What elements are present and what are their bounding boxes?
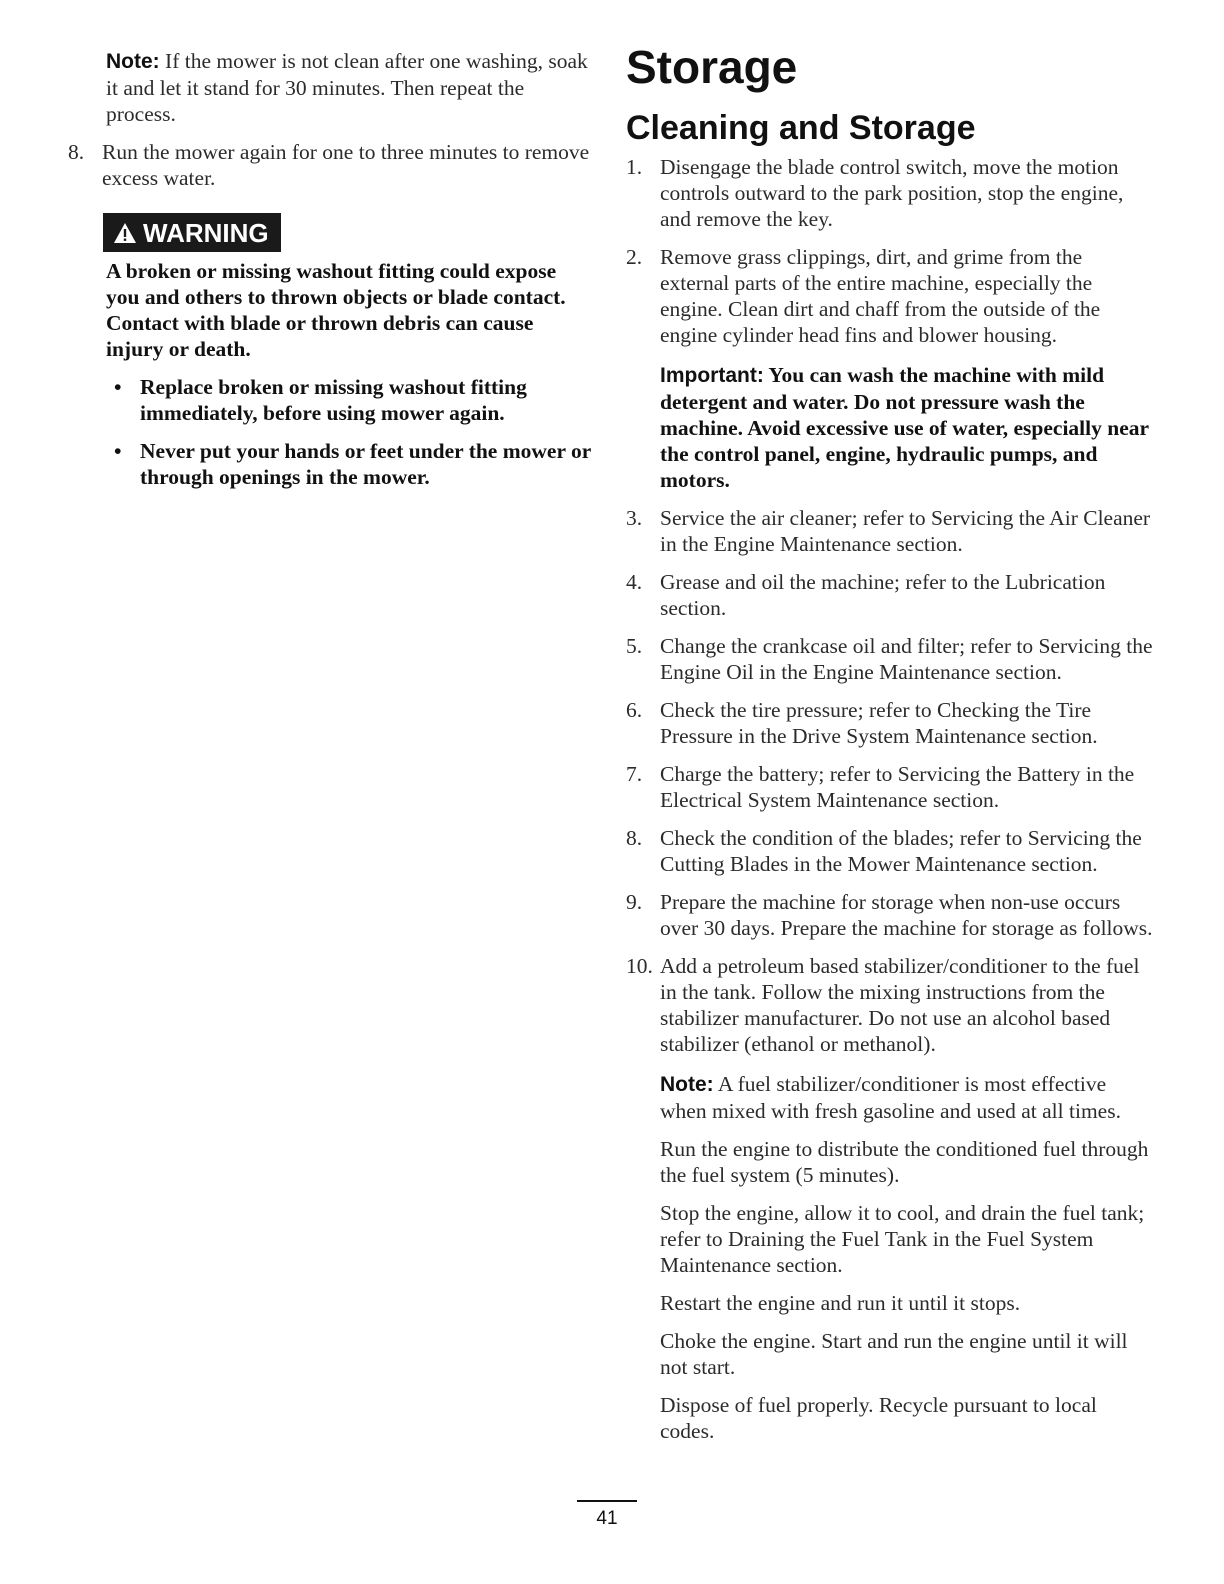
note-label: Note: — [106, 50, 160, 73]
step-number: 6. — [626, 698, 643, 722]
step-7 — [626, 761, 1156, 813]
step-text: Remove grass clippings, dirt, and grime from the external parts of the entire machine, especially the engine. Clean dirt and chaff from the outside of the engine cylinder head fins and blower housing. — [660, 245, 1101, 347]
bullet-text: Replace broken or missing washout fitting immediately, before using mower again. — [140, 375, 527, 425]
note-paragraph — [106, 48, 592, 127]
step-number: 4. — [626, 570, 643, 594]
note-label: Note: — [660, 1073, 714, 1096]
note-text: If the mower is not clean after one washing, soak it and let it stand for 30 minutes. Then repeat the process. — [106, 49, 588, 126]
important-label: Important: — [660, 364, 764, 387]
warning-triangle-icon — [113, 222, 137, 244]
step-text: Disengage the blade control switch, move the motion controls outward to the park position, stop the engine, and remove the key. — [660, 155, 1124, 231]
step-8 — [626, 825, 1156, 877]
warning-label: WARNING — [143, 218, 269, 248]
step-number: 5. — [626, 634, 643, 658]
step-number: 9. — [626, 890, 643, 914]
important-text: You can wash the machine with mild detergent and water. Do not pressure wash the machine. Avoid excessive use of water, especially near the control panel, engine, hydraulic pumps, and motors. — [660, 363, 1149, 492]
step-9 — [626, 889, 1156, 941]
warning-bullet — [106, 374, 592, 426]
step-1 — [626, 154, 1156, 232]
step-number: 7. — [626, 762, 643, 786]
sub-paragraph: Restart the engine and run it until it stops. — [660, 1291, 1021, 1315]
step-text: Run the mower again for one to three minutes to remove excess water. — [102, 140, 590, 190]
sub-paragraph: Stop the engine, allow it to cool, and drain the fuel tank; refer to Draining the Fuel Tank in the Fuel System Maintenance section. — [660, 1201, 1145, 1277]
bullet-dot: • — [114, 439, 122, 463]
step-number: 8. — [68, 140, 85, 164]
section-title: Storage — [626, 41, 798, 93]
step-8 — [68, 139, 592, 191]
warning-bullet — [106, 438, 592, 490]
step-number: 8. — [626, 826, 643, 850]
bullet-dot: • — [114, 375, 122, 399]
page-number: 41 — [596, 1508, 618, 1529]
sub-paragraph: Dispose of fuel properly. Recycle pursuant to local codes. — [660, 1393, 1097, 1443]
step-3 — [626, 505, 1156, 557]
step-text: Change the crankcase oil and filter; refer to Servicing the Engine Oil in the Engine Maintenance section. — [660, 634, 1153, 684]
section-subtitle: Cleaning and Storage — [626, 109, 976, 147]
step-text: Grease and oil the machine; refer to the Lubrication section. — [660, 570, 1106, 620]
step-number: 10. — [626, 954, 653, 978]
step-2 — [626, 244, 1156, 348]
important-note — [660, 362, 1156, 493]
step-text: Prepare the machine for storage when non-use occurs over 30 days. Prepare the machine for storage as follows. — [660, 890, 1153, 940]
sub-paragraph: Run the engine to distribute the conditioned fuel through the fuel system (5 minutes). — [660, 1137, 1149, 1187]
step-number: 3. — [626, 506, 643, 530]
page-footer — [577, 1500, 637, 1530]
step-10 — [626, 953, 1156, 1057]
right-column — [626, 40, 1156, 1444]
step-text: Check the tire pressure; refer to Checking the Tire Pressure in the Drive System Maintenance section. — [660, 698, 1098, 748]
step-text: Check the condition of the blades; refer to Servicing the Cutting Blades in the Mower Maintenance section. — [660, 826, 1142, 876]
left-column — [68, 48, 592, 490]
step-text: Charge the battery; refer to Servicing the Battery in the Electrical System Maintenance section. — [660, 762, 1135, 812]
step-5 — [626, 633, 1156, 685]
warning-text: A broken or missing washout fitting could expose you and others to thrown objects or blade contact. Contact with blade or thrown debris can cause injury or death. — [106, 259, 566, 361]
step-6 — [626, 697, 1156, 749]
fuel-note — [660, 1071, 1156, 1124]
bullet-text: Never put your hands or feet under the mower or through openings in the mower. — [140, 439, 591, 489]
step-number: 2. — [626, 245, 643, 269]
note-text: A fuel stabilizer/conditioner is most effective when mixed with fresh gasoline and used at all times. — [660, 1072, 1121, 1123]
sub-paragraph: Choke the engine. Start and run the engine until it will not start. — [660, 1329, 1128, 1379]
step-text: Service the air cleaner; refer to Servicing the Air Cleaner in the Engine Maintenance section. — [660, 506, 1151, 556]
step-4 — [626, 569, 1156, 621]
warning-banner — [103, 213, 281, 252]
step-number: 1. — [626, 155, 643, 179]
footer-rule — [577, 1500, 637, 1502]
step-text: Add a petroleum based stabilizer/conditioner to the fuel in the tank. Follow the mixing instructions from the stabilizer manufacturer. Do not use an alcohol based stabilizer (ethanol or methanol). — [660, 954, 1140, 1056]
